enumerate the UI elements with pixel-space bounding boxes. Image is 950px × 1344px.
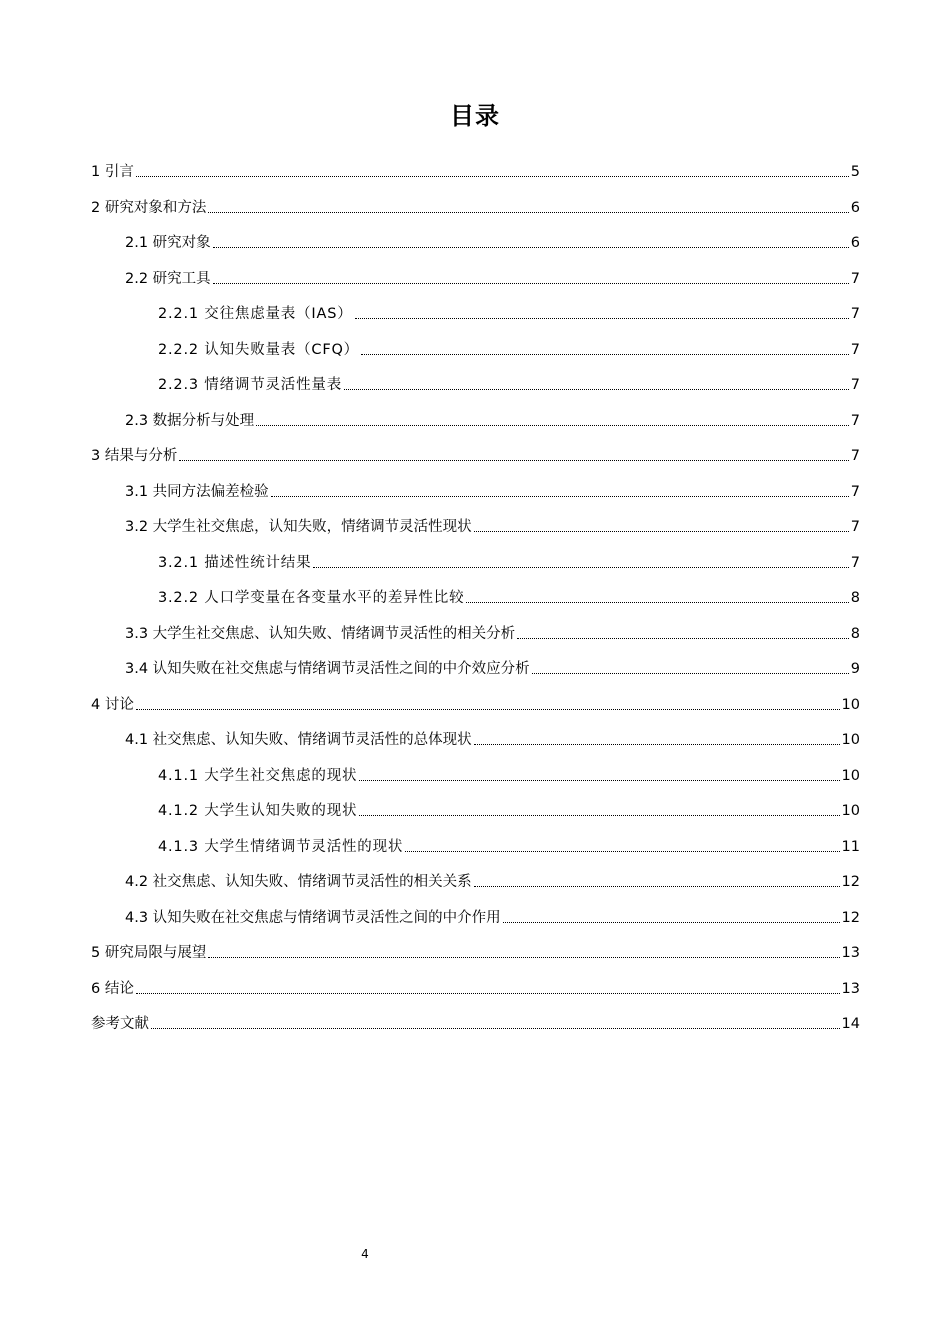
toc-entry-page-number: 7 <box>850 519 860 535</box>
toc-entry[interactable] <box>91 975 860 999</box>
toc-entry-page-number: 7 <box>850 448 860 464</box>
toc-dot-leader <box>361 354 849 355</box>
toc-entry-page-number: 12 <box>841 909 860 926</box>
toc-entry-title: 4 讨论 <box>91 696 134 713</box>
toc-dot-leader <box>344 389 849 390</box>
toc-entry-page-number: 12 <box>841 874 860 890</box>
toc-entry[interactable] <box>125 229 860 253</box>
toc-dot-leader <box>136 993 840 994</box>
toc-dot-leader <box>359 780 839 781</box>
toc-entry-title: 3.3 大学生社交焦虑、认知失败、情绪调节灵活性的相关分析 <box>125 625 516 642</box>
toc-entry[interactable] <box>158 833 860 857</box>
toc-entry-title: 3.2.2 人口学变量在各变量水平的差异性比较 <box>158 590 465 606</box>
toc-entry[interactable] <box>158 584 860 608</box>
toc-dot-leader <box>517 638 849 639</box>
toc-dot-leader <box>151 1028 840 1029</box>
toc-dot-leader <box>355 318 849 319</box>
toc-entry-page-number: 10 <box>841 803 860 819</box>
toc-dot-leader <box>213 283 849 284</box>
toc-entry-title: 1 引言 <box>91 164 134 180</box>
toc-entry[interactable] <box>125 868 860 892</box>
toc-dot-leader <box>466 602 848 603</box>
toc-entry-page-number: 6 <box>850 235 860 251</box>
toc-entry-title: 4.2 社交焦虑、认知失败、情绪调节灵活性的相关关系 <box>125 874 472 890</box>
toc-entry-title: 2.2 研究工具 <box>125 270 211 287</box>
toc-entry-page-number: 7 <box>850 341 860 358</box>
toc-entry-title: 4.1.1 大学生社交焦虑的现状 <box>158 767 358 784</box>
toc-entry[interactable] <box>158 371 860 395</box>
toc-entry-title: 参考文献 <box>91 1016 149 1032</box>
toc-entry[interactable] <box>125 265 860 289</box>
toc-dot-leader <box>532 673 849 674</box>
toc-entry[interactable] <box>125 904 860 928</box>
toc-entry-page-number: 8 <box>850 590 860 606</box>
toc-entry-page-number: 5 <box>850 164 860 180</box>
toc-entry[interactable] <box>91 691 860 715</box>
toc-entry-page-number: 7 <box>850 306 860 322</box>
toc-entry[interactable] <box>91 1010 860 1034</box>
toc-dot-leader <box>474 744 840 745</box>
toc-entry-page-number: 9 <box>850 661 860 677</box>
toc-entry-page-number: 10 <box>841 767 860 784</box>
toc-entry-page-number: 10 <box>841 696 860 713</box>
toc-entry-title: 2 研究对象和方法 <box>91 199 207 216</box>
toc-entry-page-number: 6 <box>850 199 860 216</box>
toc-entry-title: 3.1 共同方法偏差检验 <box>125 483 269 500</box>
toc-entry-title: 2.2.1 交往焦虑量表（IAS） <box>158 306 353 322</box>
toc-entry[interactable] <box>125 726 860 750</box>
toc-entry-title: 2.1 研究对象 <box>125 235 211 251</box>
toc-entry-page-number: 13 <box>841 980 860 997</box>
toc-entry-page-number: 13 <box>841 945 860 961</box>
toc-entry-page-number: 10 <box>841 732 860 748</box>
toc-dot-leader <box>503 922 840 923</box>
toc-entry[interactable] <box>91 442 860 466</box>
toc-entry[interactable] <box>125 478 860 502</box>
toc-entry-title: 3 结果与分析 <box>91 448 178 464</box>
toc-entry[interactable] <box>125 407 860 431</box>
toc-dot-leader <box>179 460 848 461</box>
toc-entry-title: 4.1.3 大学生情绪调节灵活性的现状 <box>158 838 404 855</box>
toc-entry-page-number: 7 <box>850 377 860 393</box>
toc-entry-page-number: 7 <box>850 554 860 571</box>
toc-entry-page-number: 11 <box>841 838 860 855</box>
toc-dot-leader <box>256 425 849 426</box>
toc-dot-leader <box>359 815 839 816</box>
page-title: 目录 <box>450 102 500 130</box>
toc-entry[interactable] <box>158 549 860 573</box>
toc-entry[interactable] <box>158 762 860 786</box>
toc-dot-leader <box>405 851 839 852</box>
toc-entry-title: 5 研究局限与展望 <box>91 945 207 961</box>
toc-entry-page-number: 14 <box>841 1016 860 1032</box>
toc-dot-leader <box>271 496 849 497</box>
toc-dot-leader <box>213 247 849 248</box>
toc-entry[interactable] <box>125 655 860 679</box>
toc-entry-title: 6 结论 <box>91 980 134 997</box>
toc-dot-leader <box>474 886 840 887</box>
toc-entry-title: 4.1.2 大学生认知失败的现状 <box>158 803 358 819</box>
toc-entry-page-number: 7 <box>850 270 860 287</box>
toc-entry-title: 2.2.3 情绪调节灵活性量表 <box>158 377 343 393</box>
toc-entry[interactable] <box>91 939 860 963</box>
toc-dot-leader <box>313 567 848 568</box>
toc-dot-leader <box>474 531 849 532</box>
toc-entry-page-number: 8 <box>850 625 860 642</box>
toc-entry-page-number: 7 <box>850 412 860 429</box>
toc-entry[interactable] <box>158 300 860 324</box>
toc-entry-title: 3.4 认知失败在社交焦虑与情绪调节灵活性之间的中介效应分析 <box>125 661 530 677</box>
toc-entry-title: 4.3 认知失败在社交焦虑与情绪调节灵活性之间的中介作用 <box>125 909 501 926</box>
toc-entry[interactable] <box>158 797 860 821</box>
toc-entry-title: 4.1 社交焦虑、认知失败、情绪调节灵活性的总体现状 <box>125 732 472 748</box>
toc-entry[interactable] <box>158 336 860 360</box>
toc-entry[interactable] <box>91 194 860 218</box>
toc-dot-leader <box>136 176 849 177</box>
toc-dot-leader <box>208 212 848 213</box>
toc-entry-title: 2.2.2 认知失败量表（CFQ） <box>158 341 359 358</box>
toc-entry[interactable] <box>91 158 860 182</box>
toc-entry-page-number: 7 <box>850 483 860 500</box>
toc-entry[interactable] <box>125 620 860 644</box>
toc-entry[interactable] <box>125 513 860 537</box>
toc-dot-leader <box>208 957 839 958</box>
toc-entry-title: 2.3 数据分析与处理 <box>125 412 255 429</box>
toc-entry-title: 3.2 大学生社交焦虑，认知失败，情绪调节灵活性现状 <box>125 519 472 535</box>
toc-dot-leader <box>136 709 840 710</box>
toc-entry-title: 3.2.1 描述性统计结果 <box>158 554 312 571</box>
page-number: 4 <box>361 1247 369 1261</box>
